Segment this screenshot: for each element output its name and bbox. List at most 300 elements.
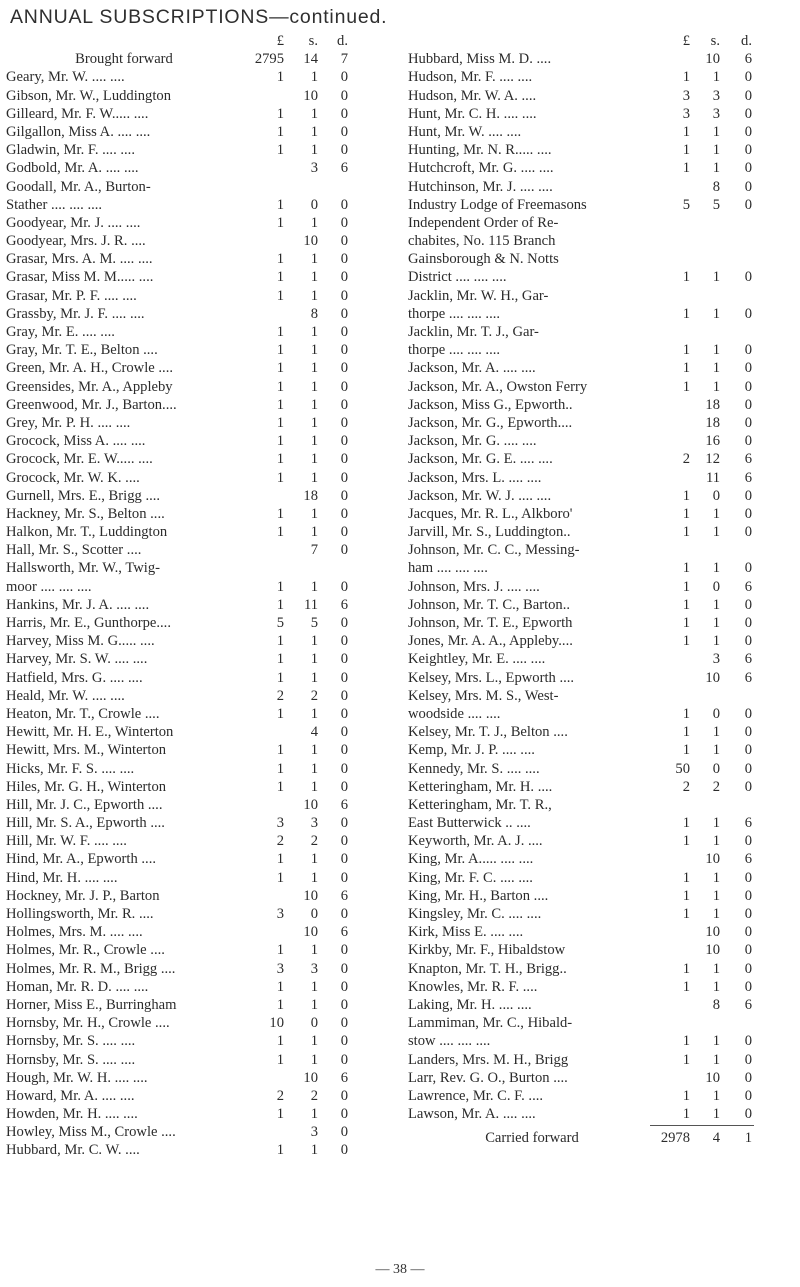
pence-value: 6 <box>340 160 348 177</box>
pence-value: 0 <box>340 305 348 322</box>
subscriber-name: Hicks, Mr. F. S. .... .... <box>6 760 135 777</box>
shillings-value: 1 <box>310 396 318 413</box>
pence-value: 0 <box>744 1033 752 1050</box>
pence-value: 0 <box>340 996 348 1013</box>
subscriber-name: Howden, Mr. H. .... .... <box>6 1106 138 1123</box>
shillings-value: 18 <box>303 487 318 504</box>
subscription-row <box>408 68 794 86</box>
subscriber-name: Hornsby, Mr. H., Crowle .... <box>6 1015 170 1032</box>
pounds-value: 1 <box>682 1033 690 1050</box>
shillings-value: 2 <box>310 833 318 850</box>
pounds-value: 1 <box>682 578 690 595</box>
subscription-row <box>408 50 794 68</box>
subscriber-name: Hudson, Mr. W. A. .... <box>408 87 537 104</box>
subscription-row <box>6 359 398 377</box>
pence-value: 0 <box>340 287 348 304</box>
subscriber-name: Hewitt, Mrs. M., Winterton <box>6 742 167 759</box>
subscriber-name: Jackson, Mr. G., Epworth.... <box>408 414 573 431</box>
shillings-value: 10 <box>303 887 318 904</box>
pence-value: 0 <box>744 978 752 995</box>
pence-value: 0 <box>744 342 752 359</box>
pounds-value: 1 <box>276 1051 284 1068</box>
pounds-value: 3 <box>276 815 284 832</box>
pounds-value: 1 <box>682 69 690 86</box>
pence-value: 0 <box>340 196 348 213</box>
shillings-value: 1 <box>712 633 720 650</box>
subscription-row <box>6 523 398 541</box>
shillings-value: 1 <box>310 978 318 995</box>
pence-value: 0 <box>340 360 348 377</box>
shillings-value: 1 <box>310 578 318 595</box>
subscription-row <box>408 814 794 832</box>
subscription-row <box>6 760 398 778</box>
shillings-value: 1 <box>310 214 318 231</box>
pence-value: 0 <box>744 869 752 886</box>
subscription-row <box>408 541 794 559</box>
pounds-value: 1 <box>276 596 284 613</box>
subscriber-name: Goodyear, Mrs. J. R. .... <box>6 233 146 250</box>
pounds-value: 1 <box>276 105 284 122</box>
pounds-value: 1 <box>276 123 284 140</box>
left-column <box>6 32 398 1160</box>
subscriber-name: District .... .... .... <box>408 269 507 286</box>
subscriber-name: ham .... .... .... <box>408 560 488 577</box>
subscriber-name: King, Mr. A..... .... .... <box>408 851 534 868</box>
shillings-value: 1 <box>310 69 318 86</box>
pounds-heading: £ <box>682 33 690 49</box>
subscription-row <box>6 1069 398 1087</box>
subscriber-name: Hunt, Mr. C. H. .... .... <box>408 105 537 122</box>
shillings-value: 1 <box>310 324 318 340</box>
pounds-value: 3 <box>276 960 284 977</box>
subscription-row <box>408 87 794 105</box>
subscriber-name: Gurnell, Mrs. E., Brigg .... <box>6 487 161 504</box>
subscriber-name: Gibson, Mr. W., Luddington <box>6 87 172 104</box>
subscriber-name: Harvey, Miss M. G..... .... <box>6 633 155 650</box>
pounds-value: 1 <box>276 251 284 268</box>
shillings-value: 1 <box>712 1033 720 1050</box>
pence-value: 7 <box>340 51 348 68</box>
pence-value: 0 <box>744 1069 752 1086</box>
pence-value: 6 <box>744 51 752 68</box>
pence-value: 0 <box>340 978 348 995</box>
shillings-value: 4 <box>712 1130 720 1147</box>
shillings-value: 0 <box>712 487 720 504</box>
pounds-value: 1 <box>276 1033 284 1050</box>
balance-label: Brought forward <box>75 51 173 68</box>
subscriber-name: Gray, Mr. T. E., Belton .... <box>6 342 158 359</box>
shillings-value: 1 <box>712 1051 720 1068</box>
subscriber-name: Johnson, Mr. T. E., Epworth <box>408 615 573 631</box>
shillings-value: 1 <box>712 887 720 904</box>
pence-value: 6 <box>744 996 752 1013</box>
shillings-value: 1 <box>712 142 720 159</box>
subscription-row <box>408 650 794 668</box>
pence-value: 0 <box>340 433 348 450</box>
pence-value: 0 <box>744 487 752 504</box>
shillings-value: 3 <box>712 87 720 104</box>
subscription-row <box>408 141 794 159</box>
pence-value: 0 <box>744 1051 752 1068</box>
subscriber-name: Hubbard, Miss M. D. .... <box>408 51 552 68</box>
pence-value: 0 <box>340 1106 348 1123</box>
subscription-row <box>408 341 794 359</box>
subscriber-name: Hollingsworth, Mr. R. .... <box>6 906 154 922</box>
subscriber-name: Hiles, Mr. G. H., Winterton <box>6 778 167 795</box>
subscriber-name: Jackson, Mr. G. E. .... .... <box>408 451 553 468</box>
pounds-value: 1 <box>682 615 690 631</box>
subscriber-name: Grey, Mr. P. H. .... .... <box>6 414 131 431</box>
pounds-value: 1 <box>682 269 690 286</box>
pounds-value: 1 <box>682 742 690 759</box>
pence-value: 0 <box>340 906 348 922</box>
subscriber-name: Johnson, Mrs. J. .... .... <box>408 578 540 595</box>
subscriber-name: Hill, Mr. W. F. .... .... <box>6 833 127 850</box>
pence-value: 0 <box>744 378 752 395</box>
shillings-value: 1 <box>310 269 318 286</box>
pence-value: 0 <box>744 87 752 104</box>
subscriber-name: Hind, Mr. A., Epworth .... <box>6 851 156 868</box>
pounds-value: 2 <box>276 687 284 704</box>
shillings-value: 1 <box>310 378 318 395</box>
shillings-value: 1 <box>310 651 318 668</box>
subscriber-name: Howley, Miss M., Crowle .... <box>6 1124 176 1141</box>
pounds-value: 1 <box>276 633 284 650</box>
pounds-value: 1 <box>276 996 284 1013</box>
pounds-value: 1 <box>276 1106 284 1123</box>
pence-value: 0 <box>744 778 752 795</box>
subscription-row <box>6 723 398 741</box>
subscriber-name: thorpe .... .... .... <box>408 342 501 359</box>
subscription-row <box>408 632 794 650</box>
pounds-value: 3 <box>276 906 284 922</box>
subscriber-name: Hackney, Mr. S., Belton .... <box>6 505 165 522</box>
pence-heading: d. <box>337 33 348 49</box>
pounds-value: 1 <box>276 978 284 995</box>
subscriber-name: Johnson, Mr. C. C., Messing- <box>408 542 580 559</box>
subscription-row <box>408 487 794 505</box>
pence-value: 0 <box>340 123 348 140</box>
pence-value: 0 <box>340 687 348 704</box>
pence-value: 0 <box>744 887 752 904</box>
shillings-value: 14 <box>303 51 318 68</box>
pence-value: 0 <box>340 233 348 250</box>
subscriber-name: moor .... .... .... <box>6 578 92 595</box>
pence-value: 0 <box>744 560 752 577</box>
shillings-value: 1 <box>310 669 318 686</box>
page-number: — 38 — <box>375 1262 425 1277</box>
subscriber-name: Greensides, Mr. A., Appleby <box>6 378 173 395</box>
pence-value: 0 <box>744 396 752 413</box>
subscription-row <box>6 705 398 723</box>
pence-value: 0 <box>340 615 348 631</box>
subscription-row <box>408 359 794 377</box>
subscription-row <box>6 159 398 177</box>
subscription-row <box>6 1051 398 1069</box>
subscription-row <box>408 778 794 796</box>
shillings-value: 1 <box>310 414 318 431</box>
shillings-value: 16 <box>705 433 720 450</box>
pounds-value: 1 <box>682 887 690 904</box>
shillings-value: 1 <box>712 596 720 613</box>
shillings-value: 10 <box>705 851 720 868</box>
pence-value: 0 <box>340 1087 348 1104</box>
pounds-value: 1 <box>276 778 284 795</box>
pence-value: 0 <box>340 742 348 759</box>
subscriber-name: Lawrence, Mr. C. F. .... <box>408 1087 544 1104</box>
subscriber-name: Hall, Mr. S., Scotter .... <box>6 542 142 559</box>
subscription-row <box>6 214 398 232</box>
subscription-row <box>408 469 794 487</box>
pounds-value: 3 <box>682 105 690 122</box>
pounds-heading: £ <box>276 33 284 49</box>
pounds-value: 1 <box>682 505 690 522</box>
subscriber-name: Kemp, Mr. J. P. .... .... <box>408 742 535 759</box>
shillings-value: 1 <box>310 1142 318 1159</box>
pence-value: 6 <box>340 924 348 941</box>
pence-value: 0 <box>744 360 752 377</box>
pence-value: 0 <box>340 396 348 413</box>
subscriber-name: Ketteringham, Mr. H. .... <box>408 778 553 795</box>
pence-value: 0 <box>340 669 348 686</box>
subscriber-name: Hind, Mr. H. .... .... <box>6 869 118 886</box>
subscriber-name: Grasar, Mrs. A. M. .... .... <box>6 251 153 268</box>
pence-value: 0 <box>340 760 348 777</box>
subscription-row <box>408 159 794 177</box>
subscriber-name: Jones, Mr. A. A., Appleby.... <box>408 633 573 650</box>
shillings-value: 1 <box>310 251 318 268</box>
pounds-value: 1 <box>682 1087 690 1104</box>
subscriber-name: Kelsey, Mrs. L., Epworth .... <box>408 669 575 686</box>
subscription-row <box>6 778 398 796</box>
pence-value: 0 <box>340 651 348 668</box>
shillings-value: 1 <box>712 615 720 631</box>
subscriber-name: Goodall, Mr. A., Burton- <box>6 178 151 195</box>
subscriber-name: Horner, Miss E., Burringham <box>6 996 177 1013</box>
shillings-value: 1 <box>712 160 720 177</box>
subscriber-name: Jacques, Mr. R. L., Alkboro' <box>408 505 573 522</box>
pounds-value: 1 <box>276 324 284 340</box>
subscriber-name: Gainsborough & N. Notts <box>408 251 559 268</box>
subscription-row <box>408 1105 794 1123</box>
subscriber-name: Gilleard, Mr. F. W..... .... <box>6 105 149 122</box>
subscription-row <box>6 250 398 268</box>
pence-value: 0 <box>340 724 348 741</box>
shillings-heading: s. <box>710 33 720 49</box>
subscription-row <box>6 941 398 959</box>
subscriber-name: Kennedy, Mr. S. .... .... <box>408 760 540 777</box>
shillings-value: 0 <box>310 1015 318 1032</box>
shillings-value: 10 <box>705 669 720 686</box>
pounds-value: 1 <box>276 451 284 468</box>
pence-value: 6 <box>744 651 752 668</box>
shillings-value: 1 <box>712 305 720 322</box>
pounds-value: 1 <box>276 851 284 868</box>
pence-value: 6 <box>340 1069 348 1086</box>
subscriber-name: Gray, Mr. E. .... .... <box>6 324 115 340</box>
subscriber-name: Hunt, Mr. W. .... .... <box>408 123 522 140</box>
subscription-row <box>408 578 794 596</box>
subscription-row <box>6 1105 398 1123</box>
shillings-value: 1 <box>310 633 318 650</box>
page-title: ANNUAL SUBSCRIPTIONS—continued. <box>10 6 388 28</box>
pence-value: 6 <box>744 469 752 486</box>
pence-value: 0 <box>340 578 348 595</box>
shillings-value: 1 <box>712 815 720 832</box>
subscription-row <box>408 214 794 232</box>
subscription-row <box>6 1014 398 1032</box>
pence-value: 0 <box>340 869 348 886</box>
pounds-value: 2 <box>682 451 690 468</box>
pounds-value: 5 <box>682 196 690 213</box>
subscription-row <box>6 814 398 832</box>
subscriber-name: Lawson, Mr. A. .... .... <box>408 1106 536 1123</box>
pence-value: 0 <box>744 69 752 86</box>
subscription-row <box>6 1123 398 1141</box>
subscriber-name: Geary, Mr. W. .... .... <box>6 69 125 86</box>
shillings-value: 1 <box>310 123 318 140</box>
subscriber-name: Jackson, Mr. G. .... .... <box>408 433 537 450</box>
subscriber-name: King, Mr. F. C. .... .... <box>408 869 533 886</box>
subscriber-name: stow .... .... .... <box>408 1033 491 1050</box>
pounds-value: 1 <box>276 669 284 686</box>
pence-value: 0 <box>340 1142 348 1159</box>
pounds-value: 2 <box>276 1087 284 1104</box>
pounds-value: 1 <box>276 705 284 722</box>
pounds-value: 5 <box>276 615 284 631</box>
pence-value: 0 <box>744 615 752 631</box>
pounds-value: 1 <box>276 142 284 159</box>
pounds-value: 50 <box>675 760 690 777</box>
subscription-row <box>6 178 398 196</box>
pence-value: 0 <box>340 851 348 868</box>
shillings-value: 1 <box>712 906 720 922</box>
pounds-value: 1 <box>276 524 284 541</box>
subscription-row <box>6 432 398 450</box>
pence-value: 1 <box>744 1130 752 1147</box>
pounds-value: 1 <box>276 360 284 377</box>
pence-value: 0 <box>340 960 348 977</box>
subscriber-name: Knapton, Mr. T. H., Brigg.. <box>408 960 567 977</box>
pounds-value: 1 <box>682 633 690 650</box>
pence-value: 0 <box>340 833 348 850</box>
pounds-value: 1 <box>682 487 690 504</box>
shillings-value: 1 <box>712 505 720 522</box>
pounds-value: 1 <box>682 596 690 613</box>
pence-value: 0 <box>744 142 752 159</box>
pence-value: 0 <box>744 724 752 741</box>
subscription-row <box>6 741 398 759</box>
pence-value: 0 <box>340 487 348 504</box>
pence-value: 0 <box>340 87 348 104</box>
subscription-row <box>408 232 794 250</box>
subscriber-name: Independent Order of Re- <box>408 214 559 231</box>
subscription-row <box>6 650 398 668</box>
pence-value: 0 <box>340 1015 348 1032</box>
subscriber-name: Industry Lodge of Freemasons <box>408 196 587 213</box>
subscription-row <box>6 505 398 523</box>
pence-value: 0 <box>744 833 752 850</box>
pence-value: 0 <box>744 760 752 777</box>
shillings-value: 1 <box>712 269 720 286</box>
subscription-row <box>408 741 794 759</box>
shillings-value: 1 <box>712 742 720 759</box>
pounds-value: 10 <box>269 1015 284 1032</box>
shillings-value: 3 <box>712 651 720 668</box>
shillings-value: 18 <box>705 414 720 431</box>
pounds-value: 1 <box>682 305 690 322</box>
subscriber-name: Hunting, Mr. N. R..... .... <box>408 142 552 159</box>
subscription-row <box>6 1087 398 1105</box>
subscriber-name: Hill, Mr. J. C., Epworth .... <box>6 796 163 813</box>
pence-value: 0 <box>744 596 752 613</box>
pounds-value: 2 <box>682 778 690 795</box>
pence-value: 0 <box>744 433 752 450</box>
pounds-value: 1 <box>276 414 284 431</box>
pounds-value: 1 <box>682 724 690 741</box>
subscription-row <box>6 396 398 414</box>
shillings-value: 10 <box>303 924 318 941</box>
subscription-row <box>408 523 794 541</box>
subscriber-name: Hatfield, Mrs. G. .... .... <box>6 669 143 686</box>
subscriber-name: Heald, Mr. W. .... .... <box>6 687 125 704</box>
pence-value: 6 <box>744 815 752 832</box>
subscription-row <box>408 178 794 196</box>
subscriber-name: Hubbard, Mr. C. W. .... <box>6 1142 140 1159</box>
subscriber-name: Holmes, Mr. R. M., Brigg .... <box>6 960 176 977</box>
subscription-row <box>408 887 794 905</box>
subscription-row <box>408 687 794 705</box>
subscription-row <box>408 123 794 141</box>
shillings-value: 3 <box>310 160 318 177</box>
subscription-row <box>408 432 794 450</box>
subscriber-name: Holmes, Mrs. M. .... .... <box>6 924 143 941</box>
shillings-value: 10 <box>303 796 318 813</box>
pounds-value: 1 <box>276 269 284 286</box>
subscription-row <box>408 414 794 432</box>
subscription-row <box>408 978 794 996</box>
shillings-value: 1 <box>310 851 318 868</box>
subscriber-name: Kelsey, Mrs. M. S., West- <box>408 687 559 704</box>
subscription-row <box>6 632 398 650</box>
pence-value: 0 <box>744 123 752 140</box>
pence-value: 0 <box>340 542 348 559</box>
subscription-row <box>6 850 398 868</box>
subscriber-name: Hewitt, Mr. H. E., Winterton <box>6 724 174 741</box>
shillings-value: 1 <box>712 724 720 741</box>
shillings-value: 8 <box>310 305 318 322</box>
shillings-value: 0 <box>310 906 318 922</box>
shillings-value: 1 <box>712 1106 720 1123</box>
shillings-value: 1 <box>712 524 720 541</box>
subscription-row <box>6 323 398 341</box>
subscription-row <box>6 978 398 996</box>
total-rule-line <box>650 1125 754 1126</box>
subscription-row <box>408 559 794 577</box>
pounds-value: 1 <box>276 651 284 668</box>
pence-value: 0 <box>340 214 348 231</box>
pence-value: 6 <box>340 596 348 613</box>
subscriber-name: Harvey, Mr. S. W. .... .... <box>6 651 148 668</box>
pence-value: 0 <box>340 524 348 541</box>
shillings-value: 1 <box>712 869 720 886</box>
subscriber-name: Jacklin, Mr. T. J., Gar- <box>408 324 539 340</box>
shillings-value: 1 <box>310 1106 318 1123</box>
subscriber-name: Hill, Mr. S. A., Epworth .... <box>6 815 165 832</box>
subscription-row <box>6 87 398 105</box>
subscription-row <box>6 141 398 159</box>
shillings-value: 3 <box>712 105 720 122</box>
